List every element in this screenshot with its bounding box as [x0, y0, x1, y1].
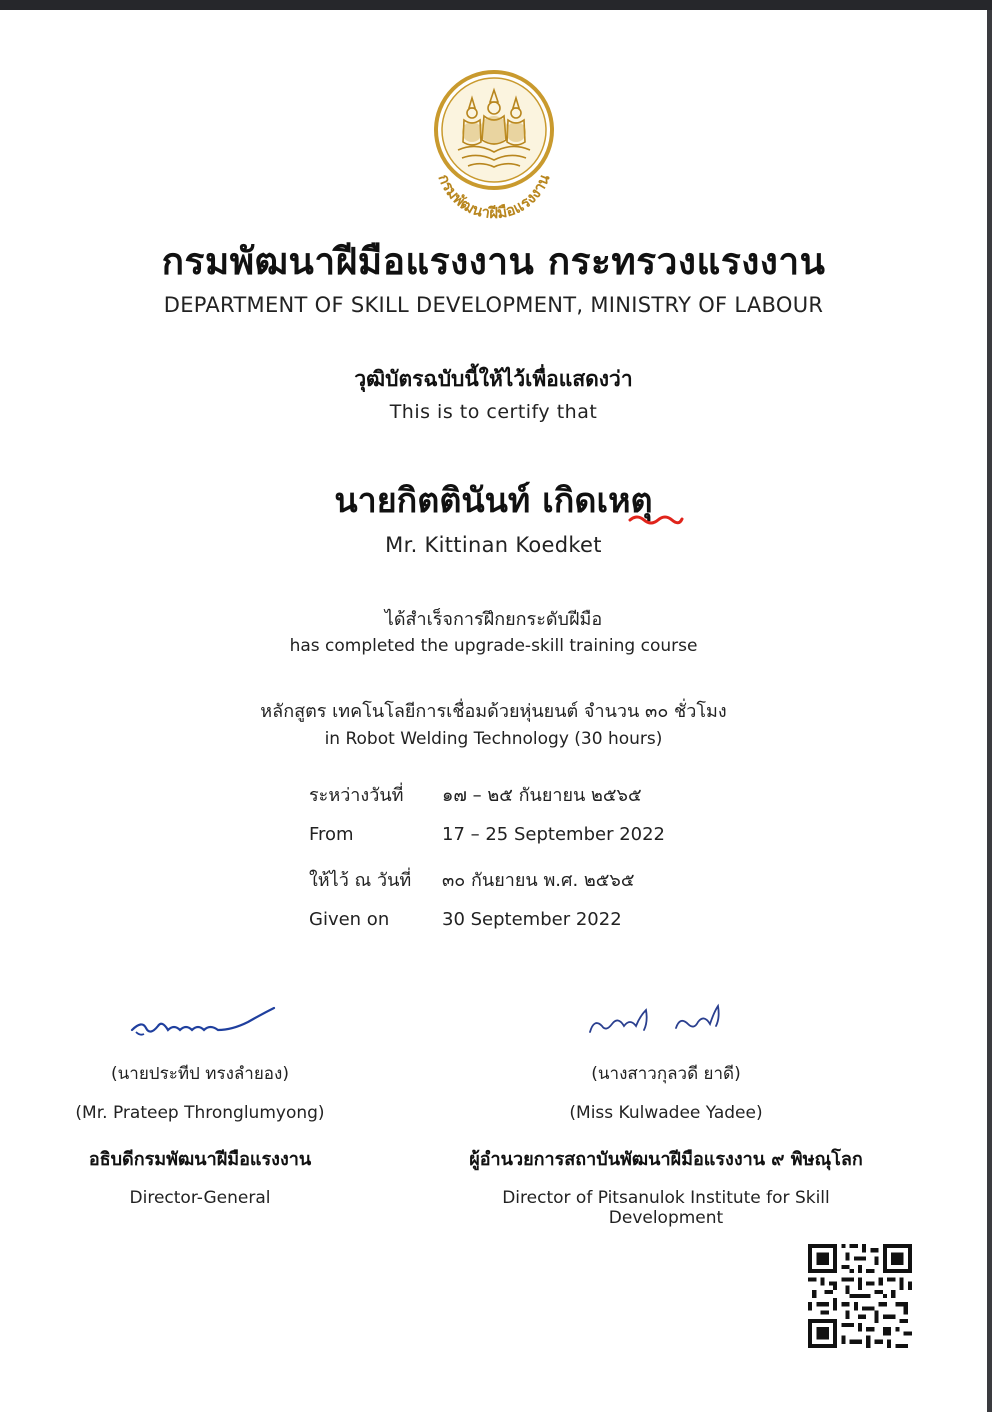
spellcheck-underline	[628, 512, 684, 526]
period-label-english: From	[309, 824, 354, 845]
given-label-thai: ให้ไว้ ณ วันที่	[309, 870, 412, 891]
certify-statement-thai: วุฒิบัตรฉบับนี้ให้ไว้เพื่อแสดงว่า	[354, 367, 633, 391]
department-seal-logo	[414, 68, 574, 228]
completion-statement-thai: ได้สำเร็จการฝึกยกระดับฝีมือ	[384, 609, 603, 630]
signatory-left-name-thai: (นายประทีป ทรงลำยอง)	[111, 1064, 289, 1084]
period-value-english: 17 – 25 September 2022	[442, 824, 665, 845]
completion-statement-english: has completed the upgrade-skill training course	[289, 636, 698, 656]
qr-code	[808, 1244, 912, 1348]
signatory-right-name-thai: (นางสาวกุลวดี ยาดี)	[591, 1064, 741, 1084]
signatory-right-name-english: (Miss Kulwadee Yadee)	[569, 1103, 763, 1123]
certify-statement-english: This is to certify that	[389, 401, 598, 423]
given-value-english: 30 September 2022	[442, 909, 622, 930]
signatory-right-role-english: Director of Pitsanulok Institute for Skill Development	[502, 1188, 830, 1228]
period-value-thai: ๑๗ – ๒๕ กันยายน ๒๕๖๕	[442, 785, 642, 806]
recipient-name-thai: นายกิตตินันท์ เกิดเหตุ	[334, 481, 653, 521]
given-label-english: Given on	[309, 909, 390, 930]
signatory-right-role-thai: ผู้อำนวยการสถาบันพัฒนาฝีมือแรงงาน ๙ พิษณุโลก	[469, 1149, 863, 1170]
recipient-name-english: Mr. Kittinan Koedket	[385, 533, 602, 557]
signatory-left-name-english: (Mr. Prateep Thronglumyong)	[75, 1103, 325, 1123]
institute-director-signature	[584, 996, 734, 1040]
certificate-page	[0, 10, 987, 1412]
seal-text: กรมพัฒนาฝีมือแรงงาน	[434, 171, 554, 223]
period-label-thai: ระหว่างวันที่	[309, 785, 404, 806]
signatory-left-role-thai: อธิบดีกรมพัฒนาฝีมือแรงงาน	[88, 1149, 312, 1170]
signatory-left-role-english: Director-General	[129, 1188, 271, 1208]
window-top-bar	[0, 0, 992, 10]
course-title-english: in Robot Welding Technology (30 hours)	[324, 729, 663, 749]
organization-name-thai: กรมพัฒนาฝีมือแรงงาน กระทรวงแรงงาน	[161, 240, 826, 283]
course-title-thai: หลักสูตร เทคโนโลยีการเชื่อมด้วยหุ่นยนต์ จำนวน ๓๐ ชั่วโมง	[260, 701, 727, 722]
organization-name-english: DEPARTMENT OF SKILL DEVELOPMENT, MINISTRY OF LABOUR	[163, 293, 824, 317]
window-right-edge	[987, 10, 992, 1412]
director-general-signature	[128, 1000, 278, 1044]
given-value-thai: ๓๐ กันยายน พ.ศ. ๒๕๖๕	[442, 870, 635, 891]
